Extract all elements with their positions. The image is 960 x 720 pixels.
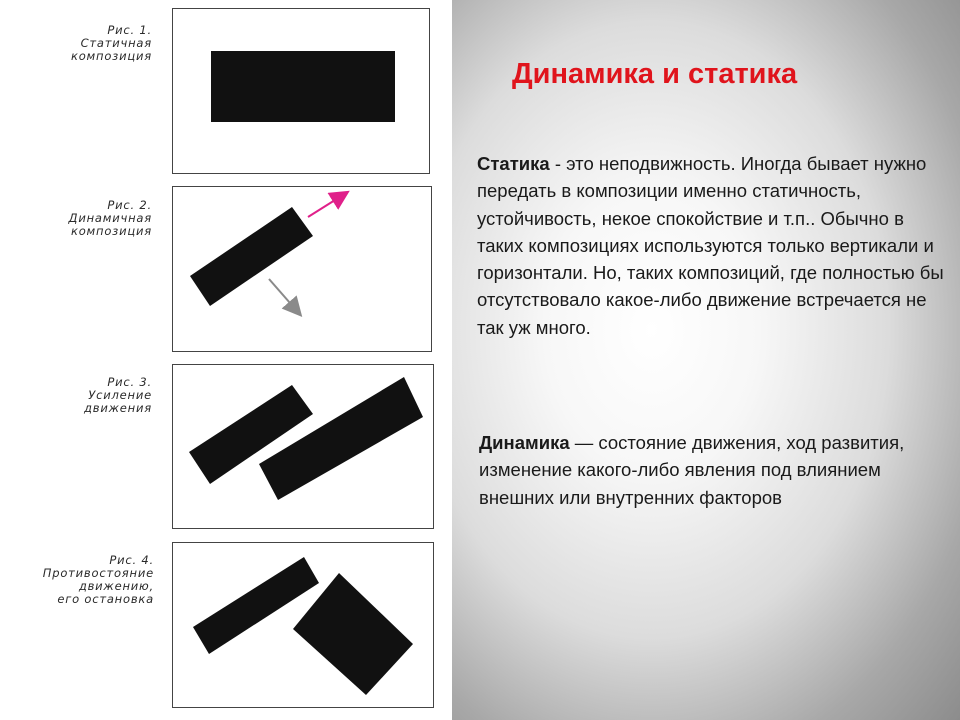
opposing-square [293, 573, 413, 695]
figure-1-drawing [173, 9, 431, 175]
figure-1-caption [40, 24, 152, 63]
statics-paragraph [477, 150, 947, 341]
figure-1-frame [172, 8, 430, 174]
figure-4-caption [14, 554, 154, 606]
tilted-rectangle [190, 207, 313, 306]
figure-3-line-2: движения [84, 401, 152, 415]
figure-1-line-1: Статичная [80, 36, 152, 50]
figure-4-label: Рис. 4. [109, 553, 154, 567]
figure-2-line-2: композиция [70, 224, 152, 238]
statics-term: Статика [477, 153, 550, 174]
figure-3-line-1: Усиление [88, 388, 152, 402]
dynamics-text: — состояние движения, ход развития, изменение какого-либо явления под влиянием внешних или внутренних факторов [479, 432, 905, 508]
figure-3-caption [40, 376, 152, 415]
dynamics-term: Динамика [479, 432, 570, 453]
figure-2-drawing [173, 187, 433, 353]
figure-4-frame [172, 542, 434, 708]
figure-4-line-2: движению, [78, 579, 154, 593]
figure-2-frame [172, 186, 432, 352]
figure-3-label: Рис. 3. [107, 375, 152, 389]
illustration-panel [0, 0, 452, 720]
dynamics-paragraph [479, 429, 934, 511]
tilted-rectangle-left [193, 557, 319, 654]
figure-4-line-1: Противостояние [42, 566, 154, 580]
figure-2-label: Рис. 2. [107, 198, 152, 212]
statics-text: - это неподвижность. Иногда бывает нужно передать в композиции именно статичность, устойчивость, некое спокойствие и т.п.. Обычно в таких композициях используются только вертикали и горизонтали. Но, таких композиций, где полностью бы отсутствовало какое-либо движение встречается не так уж много. [477, 153, 944, 338]
figure-1-line-2: композиция [70, 49, 152, 63]
figure-4-drawing [173, 543, 435, 709]
forward-arrow [308, 195, 343, 217]
text-panel [452, 0, 960, 720]
figure-2-caption [40, 199, 152, 238]
figure-4-line-3: его остановка [57, 592, 154, 606]
static-rectangle [211, 51, 395, 122]
figure-3-drawing [173, 365, 435, 530]
slide-title: Динамика и статика [512, 58, 798, 90]
figure-3-frame [172, 364, 434, 529]
figure-2-line-1: Динамичная [68, 211, 152, 225]
figure-1-label: Рис. 1. [107, 23, 152, 37]
backward-arrow [269, 279, 297, 311]
